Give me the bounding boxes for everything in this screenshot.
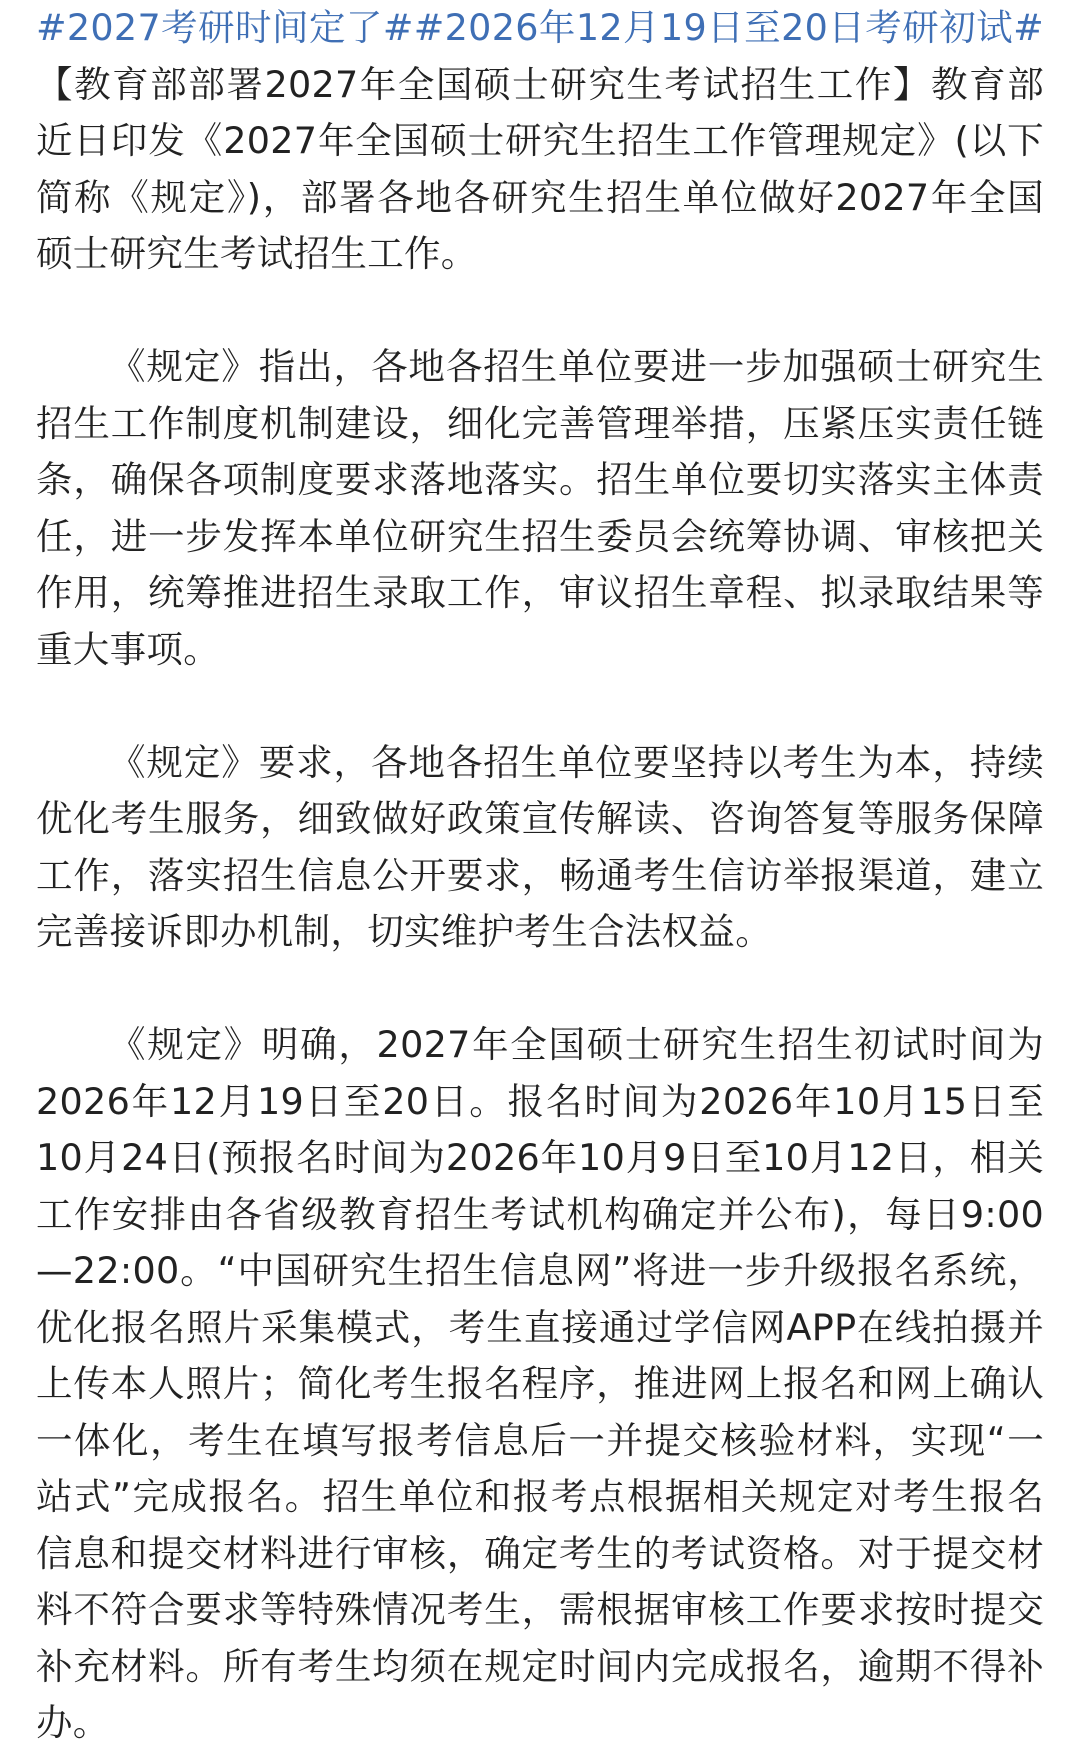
body-paragraph: 《规定》要求，各地各招生单位要坚持以考生为本，持续优化考生服务，细致做好政策宣传解读、咨询答复等服务保障工作，落实招生信息公开要求，畅通考生信访举报渠道，建立完善接诉即办机制，切实维护考生合法权益。 xyxy=(36,740,1044,953)
body-paragraph: 《规定》指出，各地各招生单位要进一步加强硕士研究生招生工作制度机制建设，细化完善管理举措，压紧压实责任链条，确保各项制度要求落地落实。招生单位要切实落实主体责任，进一步发挥本单位研究生招生委员会统筹协调、审核把关作用，统筹推进招生录取工作，审议招生章程、拟录取结果等重大事项。 xyxy=(36,345,1044,671)
topic-tag-link[interactable]: #2027考研时间定了# xyxy=(36,6,414,49)
topic-tag-link[interactable]: #2026年12月19日至20日考研初试# xyxy=(413,6,1044,49)
intro-text: 【教育部部署2027年全国硕士研究生考试招生工作】教育部近日印发《2027年全国硕士研究生招生工作管理规定》(以下简称《规定》)，部署各地各研究生招生单位做好2027年全国硕士研究生考试招生工作。 xyxy=(36,62,1044,275)
intro-paragraph xyxy=(36,0,1044,283)
body-paragraph: 《规定》明确，2027年全国硕士研究生招生初试时间为2026年12月19日至20日。报名时间为2026年10月15日至10月24日(预报名时间为2026年10月9日至10月12日，相关工作安排由各省级教育招生考试机构确定并公布)，每日9:00—22:00。“中国研究生招生信息网”将进一步升级报名系统，优化报名照片采集模式，考生直接通过学信网APP在线拍摄并上传本人照片；简化考生报名程序，推进网上报名和网上确认一体化，考生在填写报考信息后一并提交核验材料，实现“一站式”完成报名。招生单位和报考点根据相关规定对考生报名信息和提交材料进行审核，确定考生的考试资格。对于提交材料不符合要求等特殊情况考生，需根据审核工作要求按时提交补充材料。所有考生均须在规定时间内完成报名，逾期不得补办。 xyxy=(36,1023,1044,1744)
